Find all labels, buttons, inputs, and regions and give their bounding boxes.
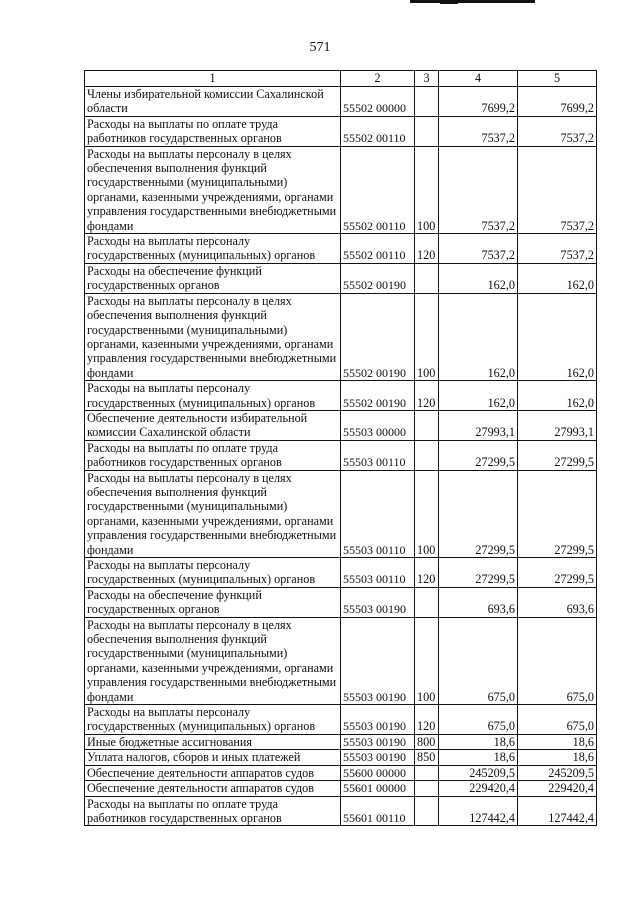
row-vr-cell xyxy=(415,116,439,146)
table-row xyxy=(85,734,597,749)
table-row xyxy=(85,234,597,264)
row-name-cell: Расходы на выплаты персоналу в целях обеспечения выполнения функций государственными (муниципальными) органами, казенными учреждениями, органами управления государственными внебюджетными фондами xyxy=(85,293,341,380)
row-vr-cell xyxy=(415,410,439,440)
row-value-col5: 27299,5 xyxy=(518,470,597,557)
row-value-col4: 245209,5 xyxy=(439,765,518,780)
row-name-cell: Расходы на выплаты персоналу в целях обеспечения выполнения функций государственными (муниципальными) органами, казенными учреждениями, органами управления государственными внебюджетными фондами xyxy=(85,617,341,704)
row-vr-cell: 100 xyxy=(415,470,439,557)
header-col-4: 4 xyxy=(439,71,518,87)
table-row xyxy=(85,587,597,617)
header-col-2: 2 xyxy=(341,71,415,87)
row-vr-cell xyxy=(415,263,439,293)
table-row xyxy=(85,781,597,796)
table-row xyxy=(85,87,597,117)
row-name-cell: Расходы на выплаты персоналу государственных (муниципальных) органов xyxy=(85,558,341,588)
row-value-col4: 693,6 xyxy=(439,587,518,617)
row-value-col5: 7699,2 xyxy=(518,87,597,117)
row-code-cell: 55503 00110 xyxy=(341,470,415,557)
table-row xyxy=(85,617,597,704)
row-vr-cell: 120 xyxy=(415,705,439,735)
header-col-3: 3 xyxy=(415,71,439,87)
row-value-col4: 18,6 xyxy=(439,734,518,749)
row-value-col5: 693,6 xyxy=(518,587,597,617)
row-name-cell: Члены избирательной комиссии Сахалинской области xyxy=(85,87,341,117)
row-vr-cell: 100 xyxy=(415,617,439,704)
row-value-col4: 27299,5 xyxy=(439,440,518,470)
table-row xyxy=(85,263,597,293)
row-vr-cell: 120 xyxy=(415,381,439,411)
row-value-col4: 675,0 xyxy=(439,617,518,704)
row-code-cell: 55503 00190 xyxy=(341,617,415,704)
row-name-cell: Расходы на выплаты по оплате труда работников государственных органов xyxy=(85,116,341,146)
row-value-col5: 27993,1 xyxy=(518,410,597,440)
row-value-col4: 127442,4 xyxy=(439,796,518,826)
row-value-col5: 18,6 xyxy=(518,734,597,749)
row-vr-cell xyxy=(415,796,439,826)
row-value-col4: 675,0 xyxy=(439,705,518,735)
row-name-cell: Расходы на выплаты персоналу в целях обеспечения выполнения функций государственными (муниципальными) органами, казенными учреждениями, органами управления государственными внебюджетными фондами xyxy=(85,146,341,233)
row-name-cell: Уплата налогов, сборов и иных платежей xyxy=(85,750,341,765)
row-vr-cell: 850 xyxy=(415,750,439,765)
row-value-col4: 7537,2 xyxy=(439,234,518,264)
row-code-cell: 55503 00000 xyxy=(341,410,415,440)
table-row xyxy=(85,765,597,780)
row-value-col4: 7699,2 xyxy=(439,87,518,117)
row-name-cell: Расходы на выплаты персоналу государственных (муниципальных) органов xyxy=(85,381,341,411)
row-vr-cell: 120 xyxy=(415,234,439,264)
row-value-col4: 18,6 xyxy=(439,750,518,765)
row-name-cell: Иные бюджетные ассигнования xyxy=(85,734,341,749)
scan-edge-mark xyxy=(440,0,458,4)
row-value-col5: 229420,4 xyxy=(518,781,597,796)
row-code-cell: 55502 00190 xyxy=(341,293,415,380)
row-code-cell: 55503 00190 xyxy=(341,750,415,765)
budget-table xyxy=(84,70,597,826)
row-value-col5: 18,6 xyxy=(518,750,597,765)
row-vr-cell: 800 xyxy=(415,734,439,749)
scan-edge-mark xyxy=(410,0,535,3)
row-code-cell: 55503 00190 xyxy=(341,587,415,617)
table-row xyxy=(85,558,597,588)
row-vr-cell: 100 xyxy=(415,293,439,380)
table-header-row xyxy=(85,71,597,87)
row-vr-cell: 120 xyxy=(415,558,439,588)
table-row xyxy=(85,293,597,380)
row-name-cell: Расходы на выплаты персоналу государственных (муниципальных) органов xyxy=(85,705,341,735)
table-row xyxy=(85,440,597,470)
row-value-col5: 162,0 xyxy=(518,263,597,293)
row-value-col4: 27993,1 xyxy=(439,410,518,440)
row-value-col5: 675,0 xyxy=(518,617,597,704)
row-name-cell: Расходы на выплаты по оплате труда работников государственных органов xyxy=(85,440,341,470)
row-value-col4: 7537,2 xyxy=(439,116,518,146)
row-value-col4: 7537,2 xyxy=(439,146,518,233)
row-code-cell: 55601 00110 xyxy=(341,796,415,826)
row-code-cell: 55502 00110 xyxy=(341,146,415,233)
table-row xyxy=(85,705,597,735)
row-value-col5: 245209,5 xyxy=(518,765,597,780)
row-code-cell: 55503 00190 xyxy=(341,734,415,749)
row-code-cell: 55503 00190 xyxy=(341,705,415,735)
table-row xyxy=(85,410,597,440)
table-row xyxy=(85,116,597,146)
table-row xyxy=(85,146,597,233)
row-name-cell: Обеспечение деятельности избирательной комиссии Сахалинской области xyxy=(85,410,341,440)
table-row xyxy=(85,381,597,411)
row-code-cell: 55502 00000 xyxy=(341,87,415,117)
row-vr-cell xyxy=(415,440,439,470)
row-name-cell: Обеспечение деятельности аппаратов судов xyxy=(85,765,341,780)
row-value-col4: 27299,5 xyxy=(439,558,518,588)
page-number: 571 xyxy=(309,40,331,55)
row-value-col5: 27299,5 xyxy=(518,558,597,588)
table-row xyxy=(85,750,597,765)
row-name-cell: Обеспечение деятельности аппаратов судов xyxy=(85,781,341,796)
row-code-cell: 55502 00110 xyxy=(341,234,415,264)
row-vr-cell xyxy=(415,87,439,117)
row-vr-cell xyxy=(415,587,439,617)
row-value-col5: 675,0 xyxy=(518,705,597,735)
row-value-col5: 27299,5 xyxy=(518,440,597,470)
table-row xyxy=(85,796,597,826)
row-value-col4: 27299,5 xyxy=(439,470,518,557)
row-value-col4: 162,0 xyxy=(439,381,518,411)
row-code-cell: 55600 00000 xyxy=(341,765,415,780)
row-vr-cell: 100 xyxy=(415,146,439,233)
row-value-col4: 162,0 xyxy=(439,293,518,380)
table-row xyxy=(85,470,597,557)
row-value-col5: 127442,4 xyxy=(518,796,597,826)
row-vr-cell xyxy=(415,781,439,796)
row-value-col4: 229420,4 xyxy=(439,781,518,796)
row-name-cell: Расходы на выплаты персоналу в целях обеспечения выполнения функций государственными (муниципальными) органами, казенными учреждениями, органами управления государственными внебюджетными фондами xyxy=(85,470,341,557)
row-code-cell: 55502 00190 xyxy=(341,381,415,411)
row-value-col5: 162,0 xyxy=(518,293,597,380)
row-code-cell: 55502 00190 xyxy=(341,263,415,293)
row-value-col5: 162,0 xyxy=(518,381,597,411)
row-name-cell: Расходы на выплаты персоналу государственных (муниципальных) органов xyxy=(85,234,341,264)
row-vr-cell xyxy=(415,765,439,780)
row-value-col5: 7537,2 xyxy=(518,146,597,233)
header-col-1: 1 xyxy=(85,71,341,87)
row-name-cell: Расходы на обеспечение функций государственных органов xyxy=(85,587,341,617)
header-col-5: 5 xyxy=(518,71,597,87)
row-code-cell: 55503 00110 xyxy=(341,558,415,588)
row-code-cell: 55502 00110 xyxy=(341,116,415,146)
row-value-col5: 7537,2 xyxy=(518,116,597,146)
row-value-col4: 162,0 xyxy=(439,263,518,293)
row-value-col5: 7537,2 xyxy=(518,234,597,264)
row-code-cell: 55503 00110 xyxy=(341,440,415,470)
row-name-cell: Расходы на выплаты по оплате труда работников государственных органов xyxy=(85,796,341,826)
row-code-cell: 55601 00000 xyxy=(341,781,415,796)
row-name-cell: Расходы на обеспечение функций государственных органов xyxy=(85,263,341,293)
